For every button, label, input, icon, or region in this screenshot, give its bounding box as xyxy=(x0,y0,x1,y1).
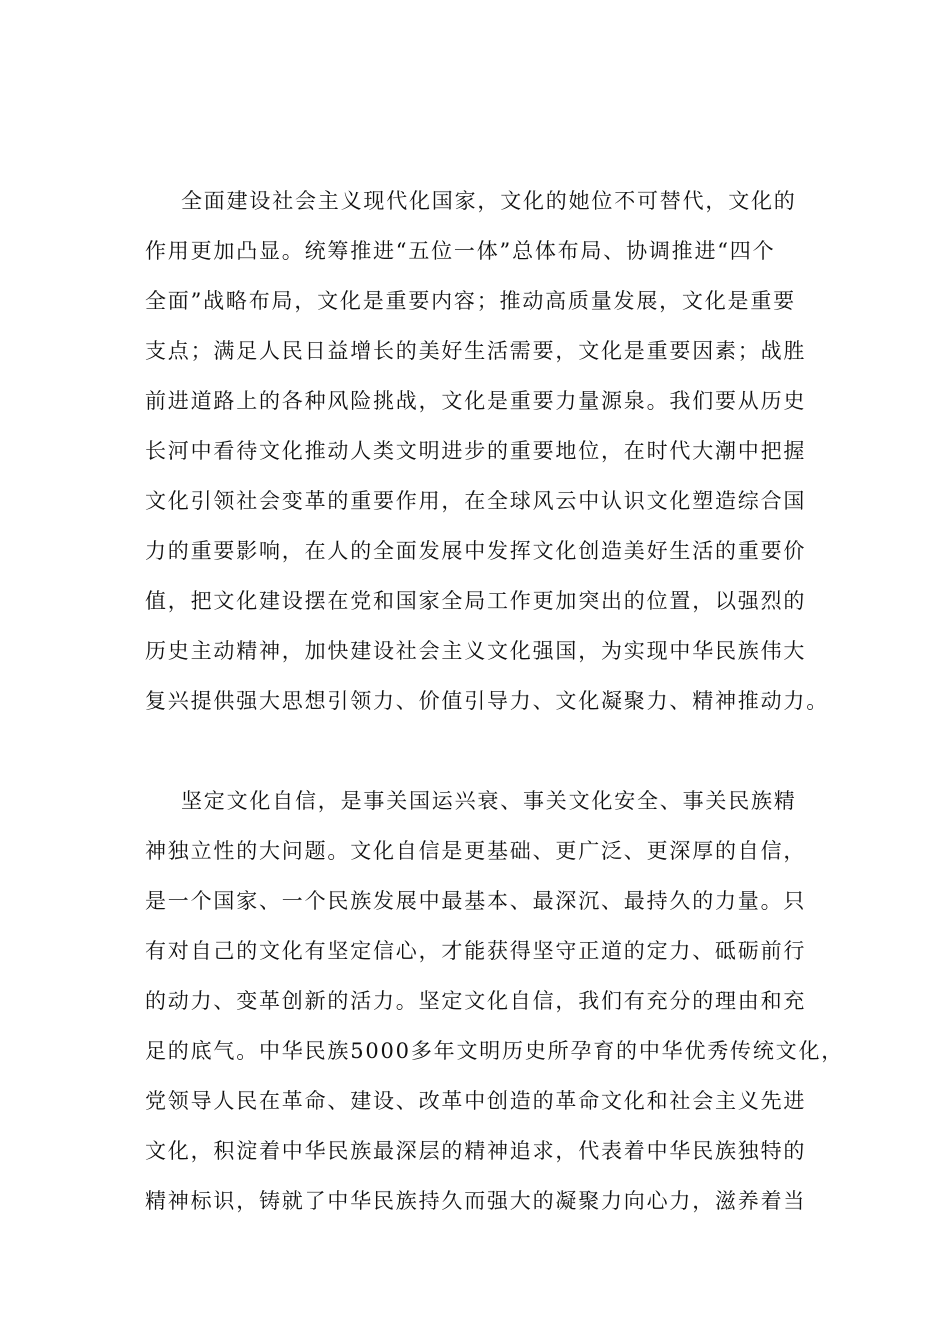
paragraph-1 xyxy=(145,176,829,726)
text-line: 有对自己的文化有坚定信心，才能获得坚守正道的定力、砥砺前行 xyxy=(145,939,807,963)
text-line: 精神标识，铸就了中华民族持久而强大的凝聚力向心力，滋养着当 xyxy=(145,1189,807,1213)
text-line: 坚定文化自信，是事关国运兴衰、事关文化安全、事关民族精 xyxy=(181,789,797,813)
text-line: 前进道路上的各种风险挑战，文化是重要力量源泉。我们要从历史 xyxy=(145,389,807,413)
text-line: 文化，积淀着中华民族最深层的精神追求，代表着中华民族独特的 xyxy=(145,1139,807,1163)
text-line: 党领导人民在革命、建设、改革中创造的革命文化和社会主义先进 xyxy=(145,1089,807,1113)
paragraph-2 xyxy=(145,776,845,1226)
text-line: 复兴提供强大思想引领力、价值引导力、文化凝聚力、精神推动力。 xyxy=(145,689,829,713)
text-line: 长河中看待文化推动人类文明进步的重要地位，在时代大潮中把握 xyxy=(145,439,807,463)
text-line: 值，把文化建设摆在党和国家全局工作更加突出的位置，以强烈的 xyxy=(145,589,807,613)
text-line: 是一个国家、一个民族发展中最基本、最深沉、最持久的力量。只 xyxy=(145,889,807,913)
text-line: 足的底气。中华民族5000多年文明历史所孕育的中华优秀传统文化， xyxy=(145,1039,845,1063)
text-line: 作用更加凸显。统筹推进“五位一体”总体布局、协调推进“四个 xyxy=(145,239,776,263)
text-line: 神独立性的大问题。文化自信是更基础、更广泛、更深厚的自信， xyxy=(145,839,807,863)
text-line: 力的重要影响，在人的全面发展中发挥文化创造美好生活的重要价 xyxy=(145,539,807,563)
text-line: 全面建设社会主义现代化国家，文化的她位不可替代，文化的 xyxy=(181,189,797,213)
text-line: 的动力、变革创新的活力。坚定文化自信，我们有充分的理由和充 xyxy=(145,989,807,1013)
text-line: 全面”战略布局，文化是重要内容；推动高质量发展，文化是重要 xyxy=(145,289,796,313)
text-line: 历史主动精神，加快建设社会主义文化强国，为实现中华民族伟大 xyxy=(145,639,807,663)
text-line: 文化引领社会变革的重要作用，在全球风云中认识文化塑造综合国 xyxy=(145,489,807,513)
text-line: 支点；满足人民日益增长的美好生活需要，文化是重要因素；战胜 xyxy=(145,339,807,363)
